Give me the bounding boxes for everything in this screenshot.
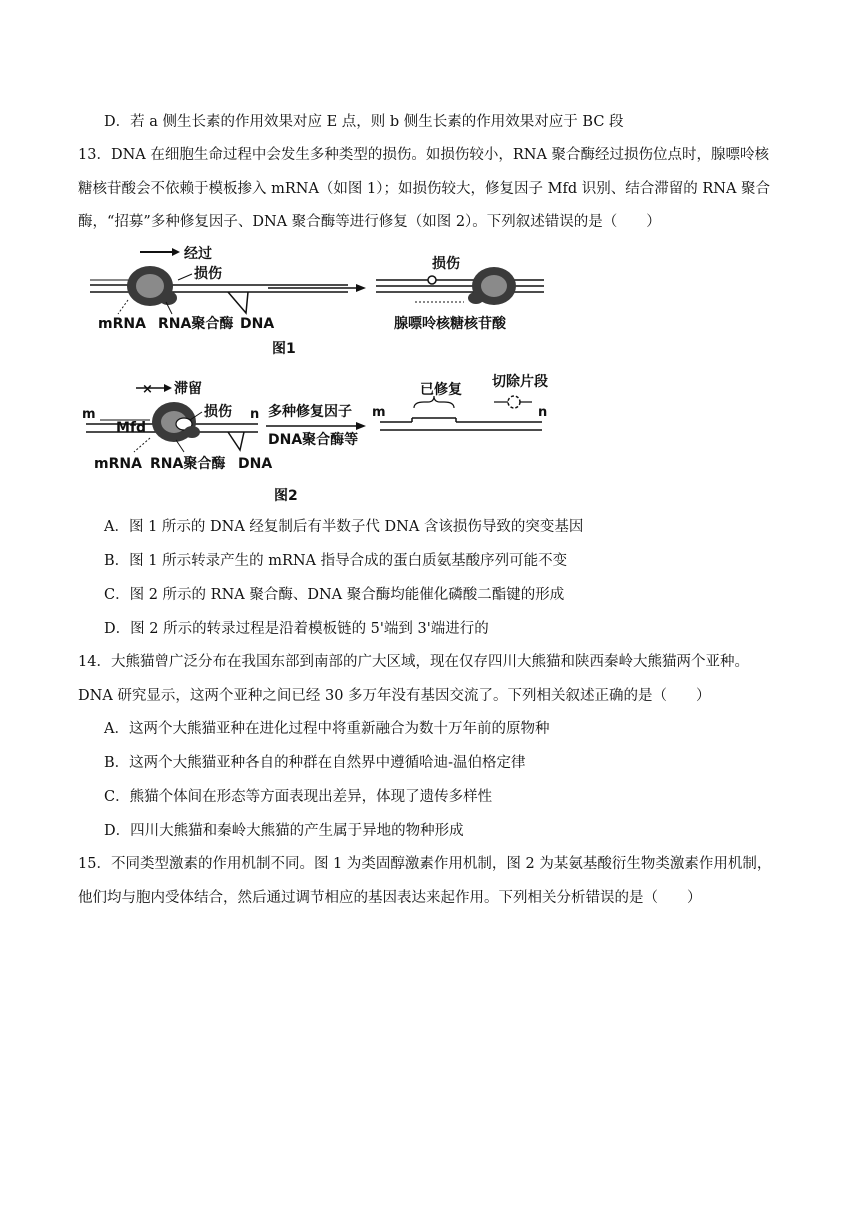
fig2-mrna-label: mRNA (94, 456, 142, 472)
fig2-stall-label: 滞留 (174, 381, 202, 397)
fig2-rnapol-label: RNA聚合酶 (150, 456, 226, 472)
fig2-repaired-label: 已修复 (420, 382, 462, 398)
q14-option-b: B．这两个大熊猫亚种各自的种群在自然界中遵循哈迪-温伯格定律 (104, 755, 526, 771)
q14-stem-line2: DNA 研究显示，这两个亚种之间已经 30 多万年没有基因交流了。下列相关叙述正确的是（ ） (78, 688, 711, 704)
fig1-mrna-label: mRNA (98, 316, 146, 332)
q13-stem-line1: 13．DNA 在细胞生命过程中会发生多种类型的损伤。如损伤较小，RNA 聚合酶经过损伤位点时，腺嘌呤核 (78, 147, 770, 163)
fig1-damage-label: 损伤 (194, 266, 222, 282)
q15-stem-line1: 15．不同类型激素的作用机制不同。图 1 为类固醇激素作用机制，图 2 为某氨基酸衍生物类激素作用机制， (78, 856, 772, 872)
q13-stem-line2: 糖核苷酸会不依赖于模板掺入 mRNA（如图 1）；如损伤较大，修复因子 Mfd 识别、结合滞留的 RNA 聚合 (78, 181, 771, 197)
figure-2-caption: 图2 (274, 488, 298, 504)
fig2-arrow-bottom: DNA聚合酶等 (268, 432, 359, 448)
q14-option-c: C．熊猫个体间在形态等方面表现出差异，体现了遗传多样性 (104, 789, 493, 805)
q13-option-d: D．图 2 所示的转录过程是沿着模板链的 5'端到 3'端进行的 (104, 621, 489, 637)
q14-stem-line1: 14．大熊猫曾广泛分布在我国东部到南部的广大区域，现在仅存四川大熊猫和陕西秦岭大熊猫两个亚种。 (78, 654, 749, 670)
fig1-pass-label: 经过 (184, 246, 212, 262)
fig2-arrow-top: 多种修复因子 (268, 404, 352, 420)
fig2-damage-label: 损伤 (204, 404, 232, 420)
fig2-m-left: m (82, 407, 96, 422)
q14-option-a: A．这两个大熊猫亚种在进化过程中将重新融合为数十万年前的原物种 (104, 721, 550, 737)
fig2-dna-label: DNA (238, 456, 273, 472)
figure-2-diagram (80, 372, 560, 478)
q13-option-b: B．图 1 所示转录产生的 mRNA 指导合成的蛋白质氨基酸序列可能不变 (104, 553, 568, 569)
q13-stem-line3: 酶，“招募”多种修复因子、DNA 聚合酶等进行修复（如图 2）。下列叙述错误的是（ ） (78, 214, 661, 230)
fig1-amp-label: 腺嘌呤核糖核苷酸 (394, 316, 506, 332)
q13-option-c: C．图 2 所示的 RNA 聚合酶、DNA 聚合酶均能催化磷酸二酯键的形成 (104, 587, 565, 603)
fig2-n-left: n (250, 407, 260, 422)
q14-option-d: D．四川大熊猫和秦岭大熊猫的产生属于异地的物种形成 (104, 823, 464, 839)
fig2-excised-label: 切除片段 (492, 374, 548, 390)
q13-option-a: A．图 1 所示的 DNA 经复制后有半数子代 DNA 含该损伤导致的突变基因 (104, 519, 584, 535)
fig1-damage-right-label: 损伤 (432, 256, 460, 272)
fig2-n-right: n (538, 405, 548, 420)
figure-1-diagram (80, 240, 560, 338)
fig1-rnapol-label: RNA聚合酶 (158, 316, 234, 332)
fig2-m-right: m (372, 405, 386, 420)
svg-text:×: × (142, 382, 153, 397)
fig2-mfd-label: Mfd (116, 420, 147, 436)
q12-option-d: D．若 a 侧生长素的作用效果对应 E 点，则 b 侧生长素的作用效果对应于 BC 段 (104, 114, 624, 130)
fig1-dna-label: DNA (240, 316, 275, 332)
figure-1-caption: 图1 (272, 341, 296, 357)
q15-stem-line2: 他们均与胞内受体结合，然后通过调节相应的基因表达来起作用。下列相关分析错误的是（ ） (78, 890, 702, 906)
